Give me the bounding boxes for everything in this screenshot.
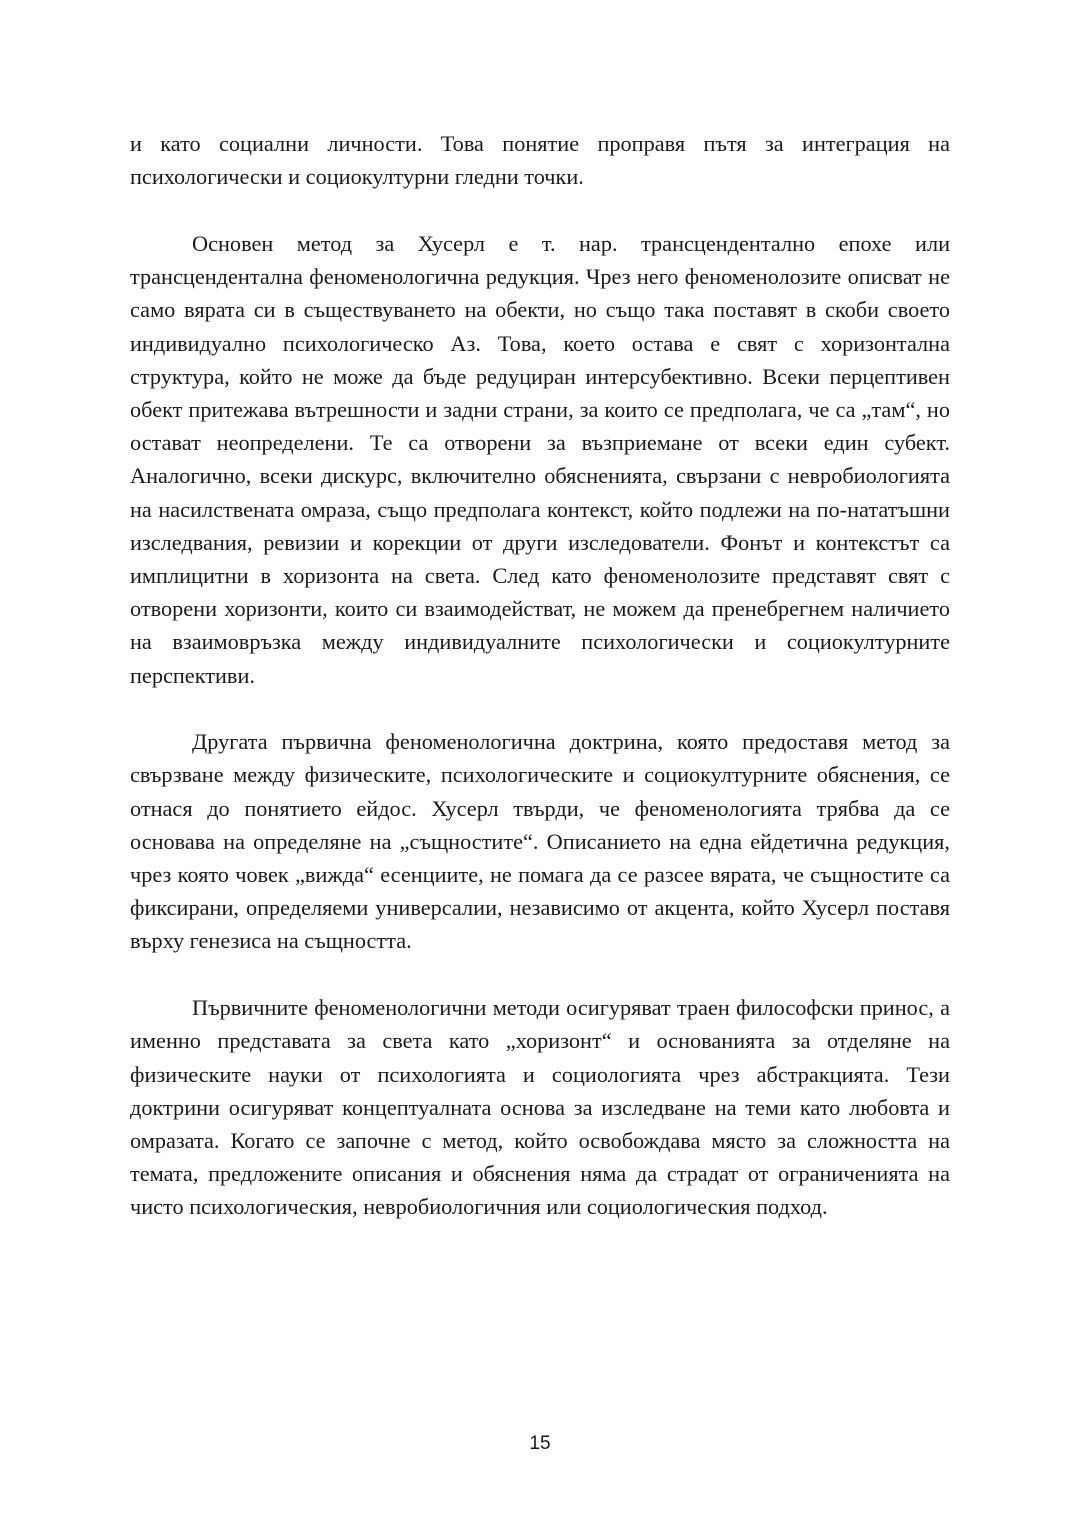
paragraph-eidos: Другата първична феноменологична доктрина, която предоставя метод за свързване между физическите, психологическите и социокултурните обяснения, се отнася до понятието ейдос. Хусерл твърди, че феноменологията трябва да се основава на определяне на „същностите“. Описанието на една ейдетична редукция, чрез която човек „вижда“ есенциите, не помага да се разсее вярата, че същностите са фиксирани, определяеми универсалии, независимо от акцента, който Хусерл поставя върху генезиса на същността. (130, 729, 950, 954)
paragraph-transcendental-epoche: Основен метод за Хусерл е т. нар. трансцендентално епохе или трансцендентална феноменологична редукция. Чрез него феноменолозите описват не само вярата си в съществуването на обекти, но също така поставят в скоби своето индивидуално психологическо Аз. Това, което остава е свят с хоризонтална структура, който не може да бъде редуциран интерсубективно. Всеки перцептивен обект притежава вътрешности и задни страни, за които се предполага, че са „там“, но остават неопределени. Те са отворени за възприемане от всеки един субект. Аналогично, всеки дискурс, включително обясненията, свързани с невробиологията на насилствената омраза, също предполага контекст, който подлежи на по-нататъшни изследвания, ревизии и корекции от други изследователи. Фонът и контекстът са имплицитни в хоризонта на света. След като феноменолозите представят свят с отворени хоризонти, които си взаимодействат, не можем да пренебрегнем наличието на взаимовръзка между индивидуалните психологически и социокултурните перспективи. (130, 230, 950, 688)
paragraph-continuation: и като социални личности. Това понятие проправя пътя за интеграция на психологически и социокултурни гледни точки. (130, 131, 950, 190)
page-number: 15 (529, 1433, 551, 1454)
body-text (130, 127, 950, 1257)
paragraph-methods-contribution: Първичните феноменологични методи осигуряват траен философски принос, а именно представата за света като „хоризонт“ и основанията за отделяне на физическите науки от психологията и социологията чрез абстракцията. Тези доктрини осигуряват концептуалната основа за изследване на теми като любовта и омразата. Когато се започне с метод, който освобождава място за сложността на темата, предложените описания и обяснения няма да страдат от ограниченията на чисто психологическия, невробиологичния или социологическия подход. (130, 995, 950, 1220)
